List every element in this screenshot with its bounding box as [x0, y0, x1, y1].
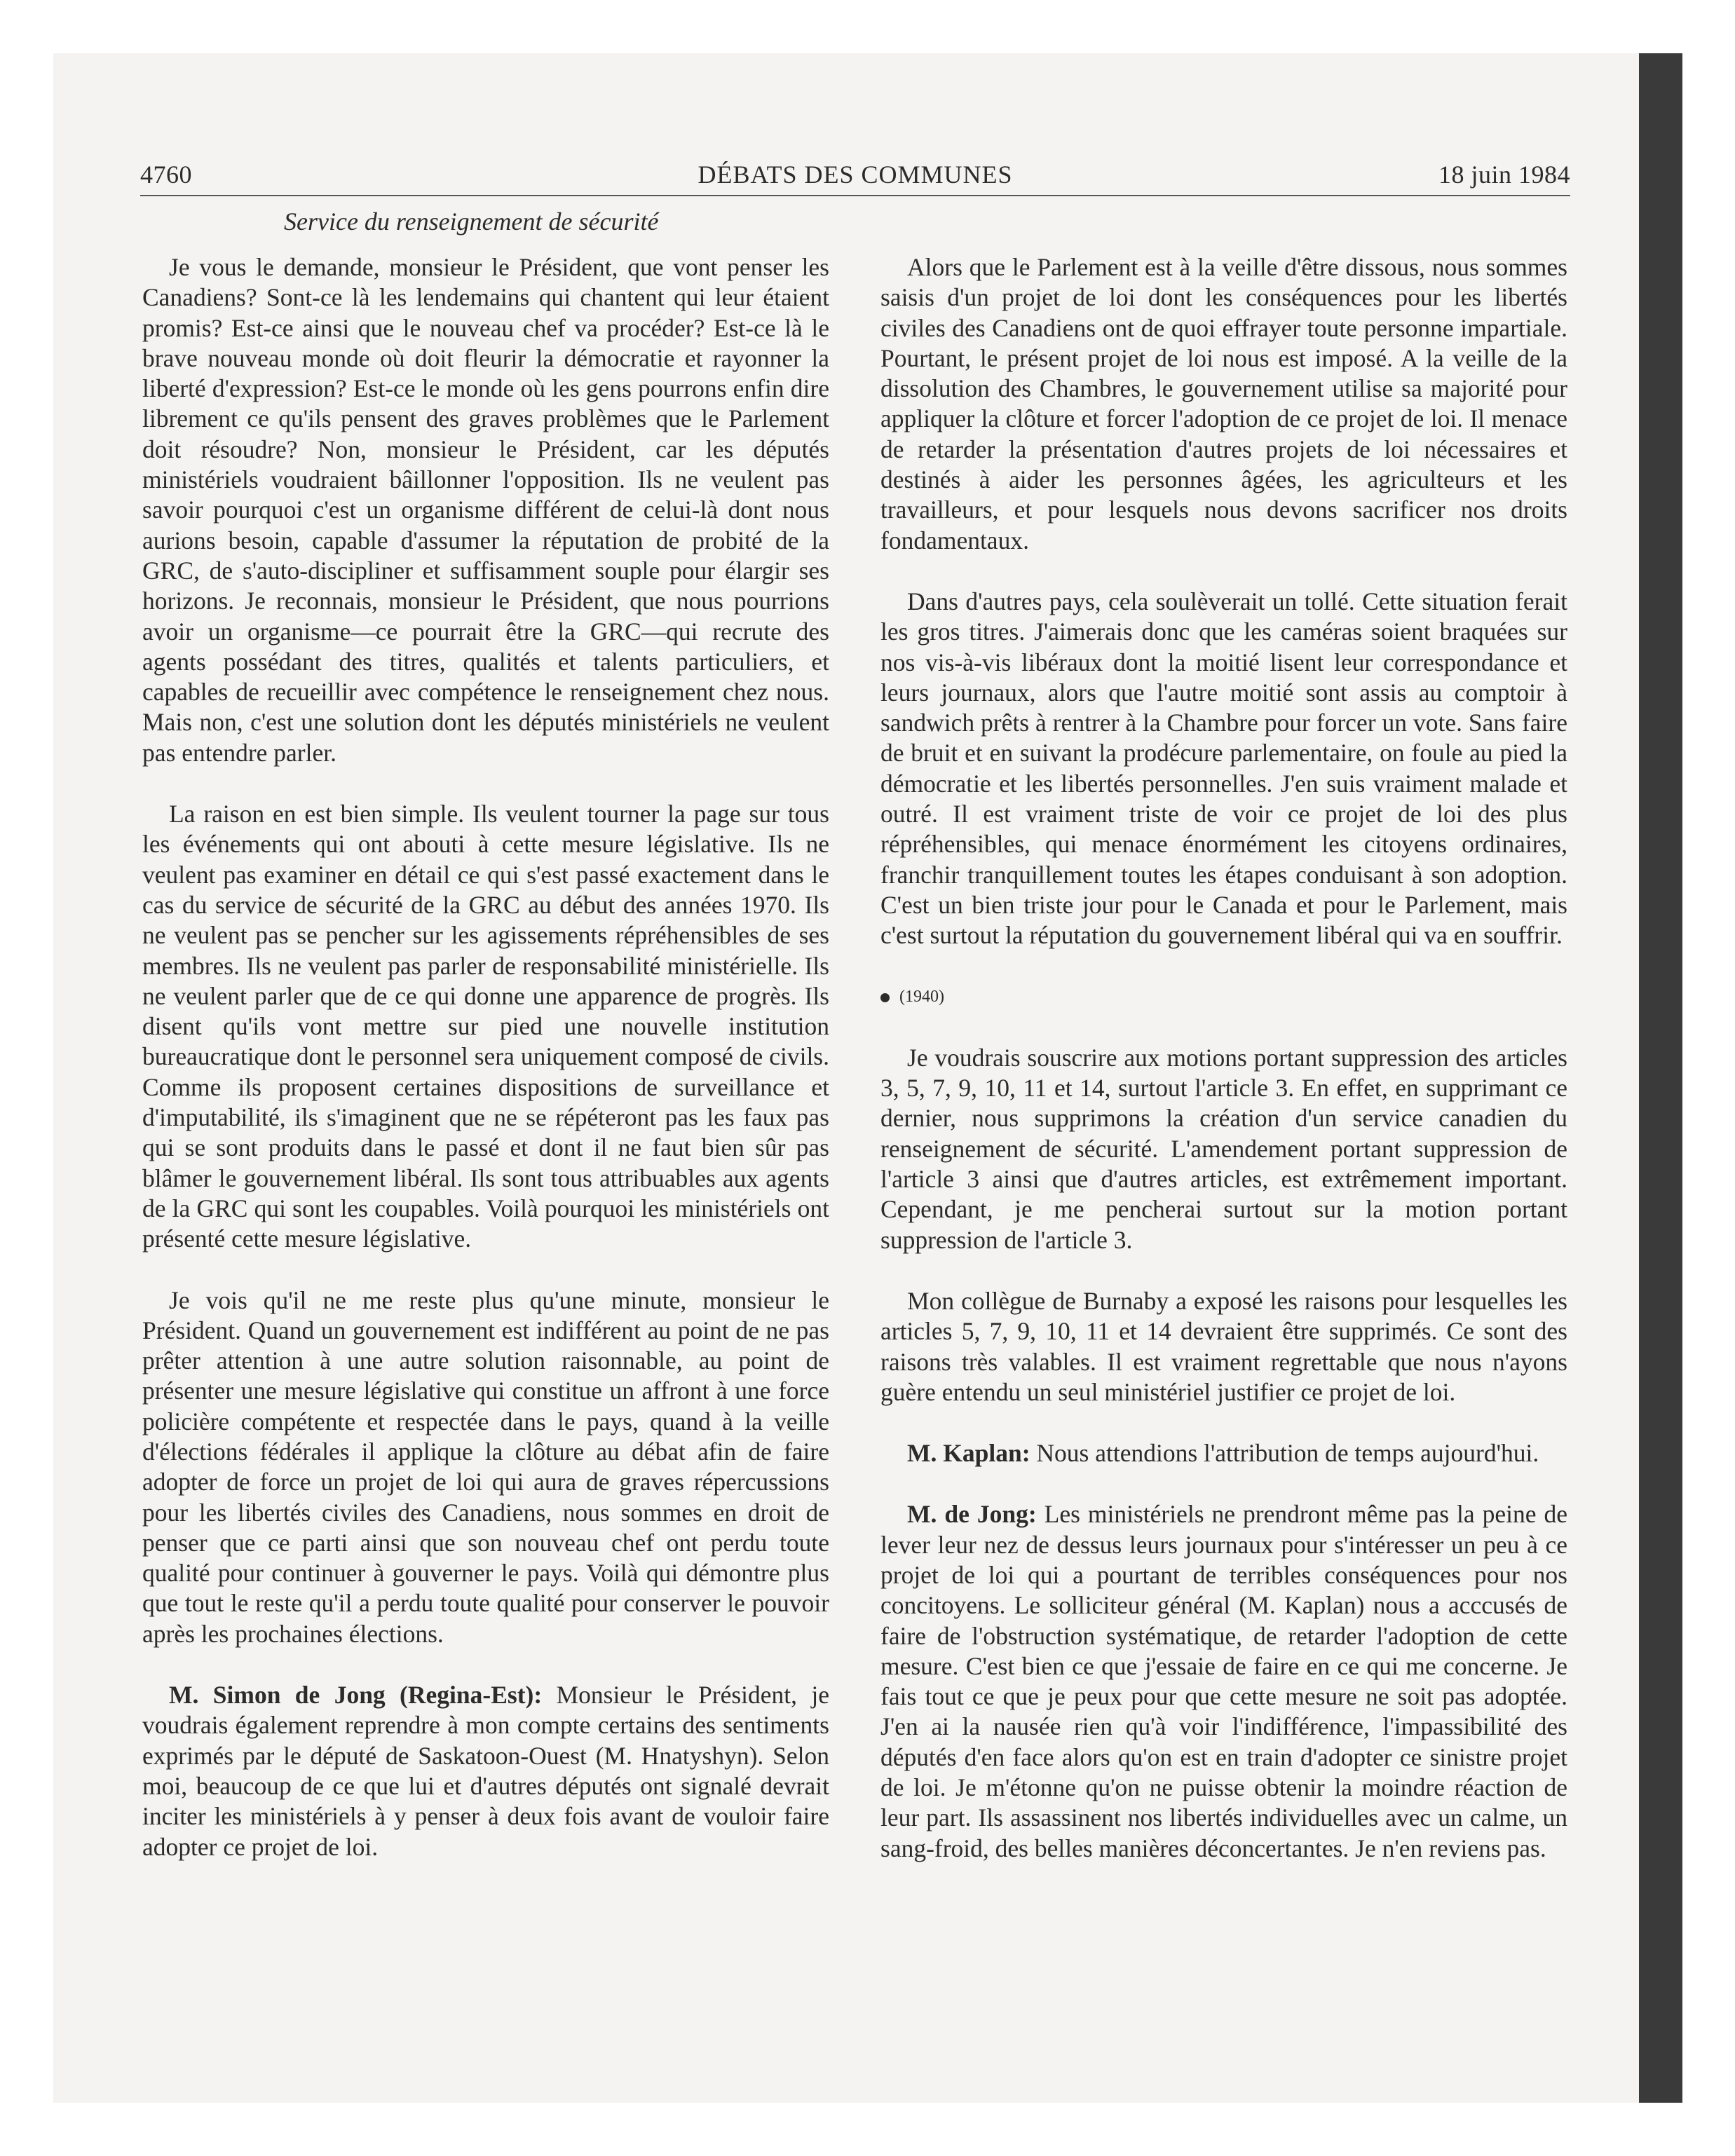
- speaker-name: M. Kaplan:: [907, 1439, 1030, 1468]
- paragraph: Alors que le Parlement est à la veille d'être dissous, nous sommes saisis d'un projet de loi dont les conséquences pour les libertés civiles des Canadiens ont de quoi effrayer toute personne impartiale. Pourtant, le présent projet de loi nous est imposé. A la veille de la dissolution des Chambres, le gouvernement utilise sa majorité pour appliquer la clôture et forcer l'adoption de ce projet de loi. Il menace de retarder la présentation d'autres projets de loi nécessaires et destinés à aider les personnes âgées, les agriculteurs et les travailleurs, et pour lesquels nous devons sacrificer nos droits fondamentaux.: [880, 253, 1567, 554]
- bullet-icon: [880, 993, 890, 1002]
- section-subhead: Service du renseignement de sécurité: [284, 207, 659, 236]
- speech-text: Monsieur le Président, je voudrais également reprendre à mon compte certains des sentiments exprimés par le député de Saskatoon-Ouest (M. Hnatyshyn). Selon moi, beaucoup de ce que lui et d'autres députés ont signalé devrait inciter les ministériels à y penser à deux fois avant de vouloir faire adopter ce projet de loi.: [142, 1681, 830, 1861]
- speech-paragraph: [880, 1499, 1567, 1864]
- page-number: 4760: [140, 161, 192, 189]
- page-header: [140, 156, 1570, 196]
- paragraph: Je vois qu'il ne me reste plus qu'une minute, monsieur le Président. Quand un gouvernement est indifférent au point de ne pas prêter attention à une autre solution raisonnable, au point de présenter une mesure législative qui constitue un affront à une force policière compétente et respectée dans le pays, quand à la veille d'élections fédérales il applique la clôture au débat afin de faire adopter de force un projet de loi qui aura de graves répercussions pour les libertés civiles des Canadiens, nous sommes en droit de penser que ce parti ainsi que son nouveau chef ont perdu toute qualité pour continuer à gouverner le pays. Voilà qui démontre plus que tout le reste qu'il a perdu toute qualité pour conserver le pouvoir après les prochaines élections.: [142, 1285, 829, 1648]
- speaker-name: M. Simon de Jong (Regina-Est):: [169, 1681, 543, 1710]
- left-column: [142, 252, 829, 1893]
- paragraph: Je voudrais souscrire aux motions portant suppression des articles 3, 5, 7, 9, 10, 11 et 14, surtout l'article 3. En effet, en supprimant ce dernier, nous supprimons la création d'un service canadien du renseignement de sécurité. L'amendement portant suppression de l'article 3 ainsi que d'autres articles, est extrêmement important. Cependant, je me pencherai surtout sur la motion portant suppression de l'article 3.: [880, 1043, 1567, 1254]
- speech-text: Nous attendions l'attribution de temps aujourd'hui.: [1036, 1439, 1539, 1468]
- speaker-name: M. de Jong:: [907, 1500, 1037, 1529]
- right-column: [880, 252, 1567, 1895]
- time-marker-label: (1940): [899, 987, 944, 1006]
- publication-title: DÉBATS DES COMMUNES: [698, 161, 1013, 189]
- page-date: 18 juin 1984: [1438, 161, 1570, 189]
- time-marker: [880, 982, 1567, 1012]
- paragraph: La raison en est bien simple. Ils veulent tourner la page sur tous les événements qui ont abouti à cette mesure législative. Ils ne veulent pas examiner en détail ce qui s'est passé exactement dans le cas du service de sécurité de la GRC au début des années 1970. Ils ne veulent pas se pencher sur les agissements répréhensibles de ses membres. Ils ne veulent pas parler de responsabilité ministérielle. Ils ne veulent parler que de ce qui donne une apparence de progrès. Ils disent qu'ils vont mettre sur pied une nouvelle institution bureaucratique dont le personnel sera uniquement composé de civils. Comme ils proposent certaines dispositions de surveillance et d'imputabilité, ils s'imaginent que ne se répéteront pas les faux pas qui se sont produits dans le passé et dont il ne faut bien sûr pas blâmer le gouvernement libéral. Ils sont tous attribuables aux agents de la GRC qui sont les coupables. Voilà pourquoi les ministériels ont présenté cette mesure législative.: [142, 800, 829, 1253]
- page-edge-shadow: [1639, 53, 1682, 2103]
- speech-text: Les ministériels ne prendront même pas la peine de lever leur nez de dessus leurs journaux pour s'intéresser un peu à ce projet de loi qui a pourtant de terribles conséquences pour nos concitoyens. Le solliciteur général (M. Kaplan) nous a acccusés de faire de l'obstruction systématique, de retarder l'adoption de cette mesure. C'est bien ce que j'essaie de faire en ce qui me concerne. Je fais tout ce que je peux pour que cette mesure ne soit pas adoptée. J'en ai la nausée rien qu'à voir l'indifférence, l'impassibilité des députés d'en face alors qu'on est en train d'adopter ce sinistre projet de loi. Je m'étonne qu'on ne puisse obtenir la moindre réaction de leur part. Ils assassinent nos libertés individuelles avec un calme, un sang-froid, des belles manières déconcertantes. Je n'en reviens pas.: [880, 1500, 1568, 1862]
- paragraph: Je vous le demande, monsieur le Président, que vont penser les Canadiens? Sont-ce là les lendemains qui chantent qui leur étaient promis? Est-ce ainsi que le nouveau chef va procéder? Est-ce là le brave nouveau monde où doit fleurir la démocratie et rayonner la liberté d'expression? Est-ce le monde où les gens pourrons enfin dire librement ce qu'ils pensent des graves problèmes que le Parlement doit résoudre? Non, monsieur le Président, car les députés ministériels voudraient bâillonner l'opposition. Ils ne veulent pas savoir pourquoi c'est un organisme différent de celui-là dont nous aurions besoin, capable d'assumer la réputation de probité de la GRC, de s'auto-discipliner et suffisamment souple pour élargir ses horizons. Je reconnais, monsieur le Président, que nous pourrions avoir un organisme—ce pourrait être la GRC—qui recrute des agents possédant des titres, qualités et talents particuliers, et capables de recueillir avec compétence le renseignement chez nous. Mais non, c'est une solution dont les députés ministériels ne veulent pas entendre parler.: [142, 253, 829, 767]
- speech-paragraph: [142, 1680, 829, 1862]
- paragraph: Mon collègue de Burnaby a exposé les raisons pour lesquelles les articles 5, 7, 9, 10, 11 et 14 devraient être supprimés. Ce sont des raisons très valables. Il est vraiment regrettable que nous n'ayons guère entendu un seul ministériel justifier ce projet de loi.: [880, 1286, 1567, 1406]
- paragraph: Dans d'autres pays, cela soulèverait un tollé. Cette situation ferait les gros titres. J'aimerais donc que les caméras soient braquées sur nos vis-à-vis libéraux dont la moitié lisent leur correspondance et leurs journaux, alors que l'autre moitié sont assis au comptoir à sandwich prêts à rentrer à la Chambre pour forcer un vote. Sans faire de bruit et en suivant la prodécure parlementaire, on foule au pied la démocratie et les libertés personnelles. J'en suis vraiment malade et outré. Il est vraiment triste de voir ce projet de loi des plus répréhensibles, qui menace énormément les citoyens ordinaires, franchir tranquillement toutes les étapes conduisant à son adoption. C'est un bien triste jour pour le Canada et pour le Parlement, mais c'est surtout la réputation du gouvernement libéral qui va en souffrir.: [880, 587, 1567, 950]
- speech-paragraph: [880, 1438, 1567, 1468]
